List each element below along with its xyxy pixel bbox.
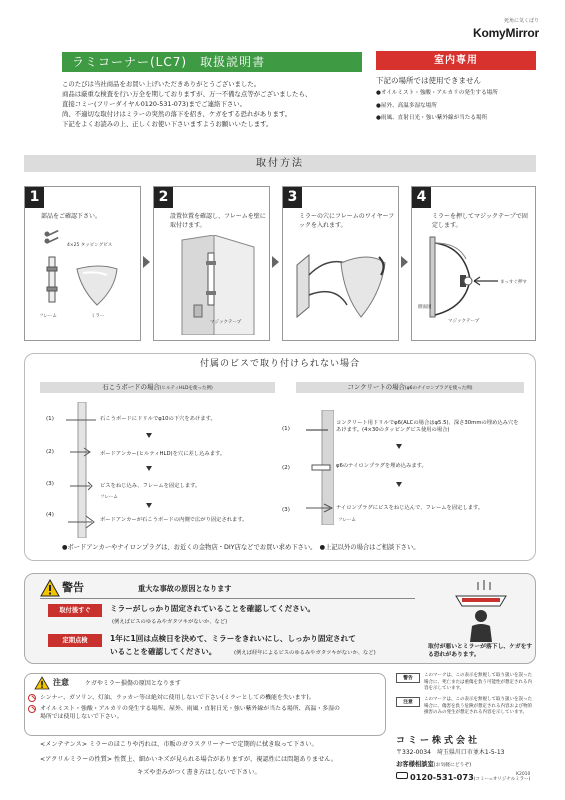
acrylic-label: <アクリルミラーの性質> <box>40 756 113 763</box>
gypsum-step: 石こうボードにドリルでφ10の下穴をあけます。 <box>100 416 216 422</box>
acrylic-text: キズや歪みがつく書き方はしないで下さい。 <box>137 769 261 776</box>
warning-text: いることを確認してください。 <box>110 647 217 656</box>
warning-text: ミラーがしっかり固定されていることを確認してください。 <box>110 604 316 613</box>
gypsum-board-illustration <box>66 402 96 538</box>
company-name: コミー株式会社 <box>396 736 481 746</box>
step-text: 部品をご確認下さい。 <box>41 213 102 220</box>
legend-caution <box>396 697 536 717</box>
brand-logo: KomyMirror <box>472 25 539 40</box>
mirror-label: ミラー <box>91 314 105 319</box>
concrete-step: コンクリート用ドリルでφ6(ALCの場合はφ5.5)、深さ30mmの埋め込み穴をあけます。(4×30のタッピングビス使用の場合) <box>336 420 519 434</box>
caution-item: シンナー、ガソリン、灯油、ラッカー等は絶対に使用しないで下さい(ミラーとしての機能を失います)。 <box>40 695 315 701</box>
step-arrow-icon <box>401 256 408 268</box>
caution-item: オイルミスト・強酸・アルカリの発生する場所、屋外、雨風・直射日光・強い紫外線が当たる場所、高温・多湿の <box>40 705 340 712</box>
parts-illustration <box>35 227 135 327</box>
step-arrow-icon <box>272 256 279 268</box>
install-section-title: 取付方法 <box>24 155 536 172</box>
indoor-only-badge: 室内専用 <box>376 51 536 70</box>
brand <box>473 18 539 41</box>
frame-icon <box>47 257 57 302</box>
indoor-heading: 下記の場所では使用できません <box>376 76 481 85</box>
mirror-icon <box>341 257 385 317</box>
side-view-label: 側面図 <box>418 305 432 310</box>
gypsum-heading: 石こうボードの場合(ヒルティHLDを使った例) <box>40 382 275 393</box>
company-address: 〒332-0034 埼玉県川口市並木1-5-13 <box>396 749 505 757</box>
company-info <box>396 735 530 783</box>
warning-label: 警告 <box>62 581 84 594</box>
down-arrow-icon <box>146 503 152 508</box>
push-label: まっすぐ押す <box>500 280 527 285</box>
indoor-item: ●雨風、直射日光・強い紫外線が当たる場所 <box>376 115 488 122</box>
install-step-3 <box>282 186 399 341</box>
warning-text: 1年に1回は点検日を決めて、ミラーをきれいにし、しっかり固定されて <box>110 634 356 643</box>
step-text: 設置位置を確認し、フレームを壁に取付けます。 <box>170 213 266 229</box>
legend-text: このマークは、この表示を無視して取り扱いを誤った場合に、死亡または重傷を負う可能性が想定される内容を示しています。 <box>424 673 532 692</box>
phone-link[interactable]: 0120-531-073 <box>410 771 474 782</box>
falling-mirror-icon <box>450 576 512 642</box>
screw-icon <box>45 230 59 244</box>
prohibited-icon <box>28 694 36 702</box>
install-step-1 <box>24 186 141 341</box>
concrete-step: φ6のナイロンプラグを埋め込みます。 <box>336 463 427 469</box>
warning-sub: (例えば経年によるビスのゆるみやガタツキがないか、など) <box>234 650 376 656</box>
install-step-4 <box>411 186 536 341</box>
brand-tagline: 死角に気くばり <box>503 18 539 24</box>
free-dial-icon <box>396 772 408 779</box>
acrylic-text: 性質上、細かいキズが見られる場合がありますが、視認性には問題ありません。 <box>114 756 338 763</box>
screw-label: 4×25 タッピングビス <box>67 243 113 248</box>
intro-text: このたびは当社商品をお買い上げいただきありがとうございました。 商品は厳重な検査を行い万全を期しておりますが、万一不備な点等がございましたら、 直接コミー(フリーダイヤル0120-531-073)までご連絡下さい。 尚、不適切な取付けはミラーの突然の落下を招き、ケガをする恐れがあります。 下記をよくお読みの上、正しくお使い下さいますようお願いいたします。 <box>62 80 312 128</box>
frame-label: フレーム <box>338 518 356 523</box>
velcro-label: マジックテープ <box>448 319 480 324</box>
hand-icon <box>464 277 472 285</box>
customer-desk: お客様相談室(お気軽にどうぞ) <box>396 761 472 769</box>
step-number: 3 <box>283 187 302 208</box>
down-arrow-icon <box>396 482 402 487</box>
concrete-illustration <box>304 410 334 525</box>
step-number: 4 <box>412 187 431 208</box>
caution-item: 場所では使用しないで下さい。 <box>40 714 123 721</box>
periodic-check-badge: 定期点検 <box>48 634 102 647</box>
legend-text: このマークは、この表示を無視して取り扱いを誤った場合に、傷害を負う危険が想定される内容および物的損害のみの発生が想定される内容を示しています。 <box>424 697 532 716</box>
warning-sub: (例えばビスのゆるみやガタツキがないか、など) <box>112 619 228 625</box>
indoor-item: ●オイルミスト・強酸・アルカリの発生する場所 <box>376 90 498 97</box>
maintenance-label: <メンテナンス> <box>40 741 87 748</box>
frame-label: フレーム <box>100 495 118 500</box>
down-arrow-icon <box>146 433 152 438</box>
page-title: ラミコーナー(LC7) 取扱説明書 <box>62 52 362 72</box>
velcro-label: マジックテープ <box>210 320 242 325</box>
gypsum-step: ビスをねじ込み、フレームを固定します。 <box>100 483 201 489</box>
legend-badge: 警告 <box>396 673 420 683</box>
toll-free-number: 0120-531-073(コミー=オリジナルミラー) <box>396 772 530 783</box>
concrete-step: ナイロンプラグにビスをねじ込んで、フレームを固定します。 <box>336 505 484 511</box>
falling-caption: 取付が悪いとミラーが落下し、ケガをする恐れがあります。 <box>428 644 533 659</box>
step-number: 2 <box>154 187 173 208</box>
hook-illustration <box>289 245 397 337</box>
down-arrow-icon <box>146 466 152 471</box>
frame-label: フレーム <box>39 314 57 319</box>
after-install-badge: 取付後すぐ <box>48 604 102 617</box>
indoor-item: ●屋外、高温多湿な場所 <box>376 102 437 109</box>
document-code: K2010 <box>516 772 531 777</box>
alt-fixing-title: 付属のビスで取り付けられない場合 <box>199 359 360 369</box>
caution-triangle-icon <box>34 676 50 690</box>
prohibited-icon <box>28 705 36 713</box>
install-step-2 <box>153 186 270 341</box>
step-number: 1 <box>25 187 44 208</box>
step-text: ミラーを押してマジックテープで固定します。 <box>432 213 528 229</box>
hardware-footnote: ●ボードアンカーやナイロンプラグは、お近くの金物店・DIY店などでお買い求め下さい。 ●上記以外の場合はご相談下さい。 <box>62 544 420 551</box>
legend-warning <box>396 673 536 693</box>
gypsum-step: ボードアンカー(ヒルティHLD)を穴に差し込みます。 <box>100 451 226 457</box>
gypsum-step: ボードアンカーが石こうボードの内側で広がり固定されます。 <box>100 517 248 523</box>
acrylic-row <box>40 755 337 764</box>
step-arrow-icon <box>143 256 150 268</box>
step-text: ミラーの穴にフレームのワイヤーフックを入れます。 <box>299 213 395 229</box>
down-arrow-icon <box>396 444 402 449</box>
caution-subtitle: ケガやミラー損傷の原因となります <box>85 680 181 687</box>
concrete-heading: コンクリートの場合(φ6のナイロンプラグを使った例) <box>296 382 524 393</box>
legend-badge: 注意 <box>396 697 420 707</box>
caution-list <box>28 694 382 722</box>
maintenance-row <box>40 740 318 749</box>
maintenance-text: ミラーのほこりや汚れは、市販のガラスクリーナーで定期的に拭き取って下さい。 <box>88 741 318 748</box>
warning-triangle-icon <box>40 579 60 597</box>
caution-label: 注意 <box>53 678 69 687</box>
warning-desc: 重大な事故の原因となります <box>138 584 232 593</box>
divider <box>40 598 415 599</box>
indoor-restrictions <box>376 76 536 128</box>
